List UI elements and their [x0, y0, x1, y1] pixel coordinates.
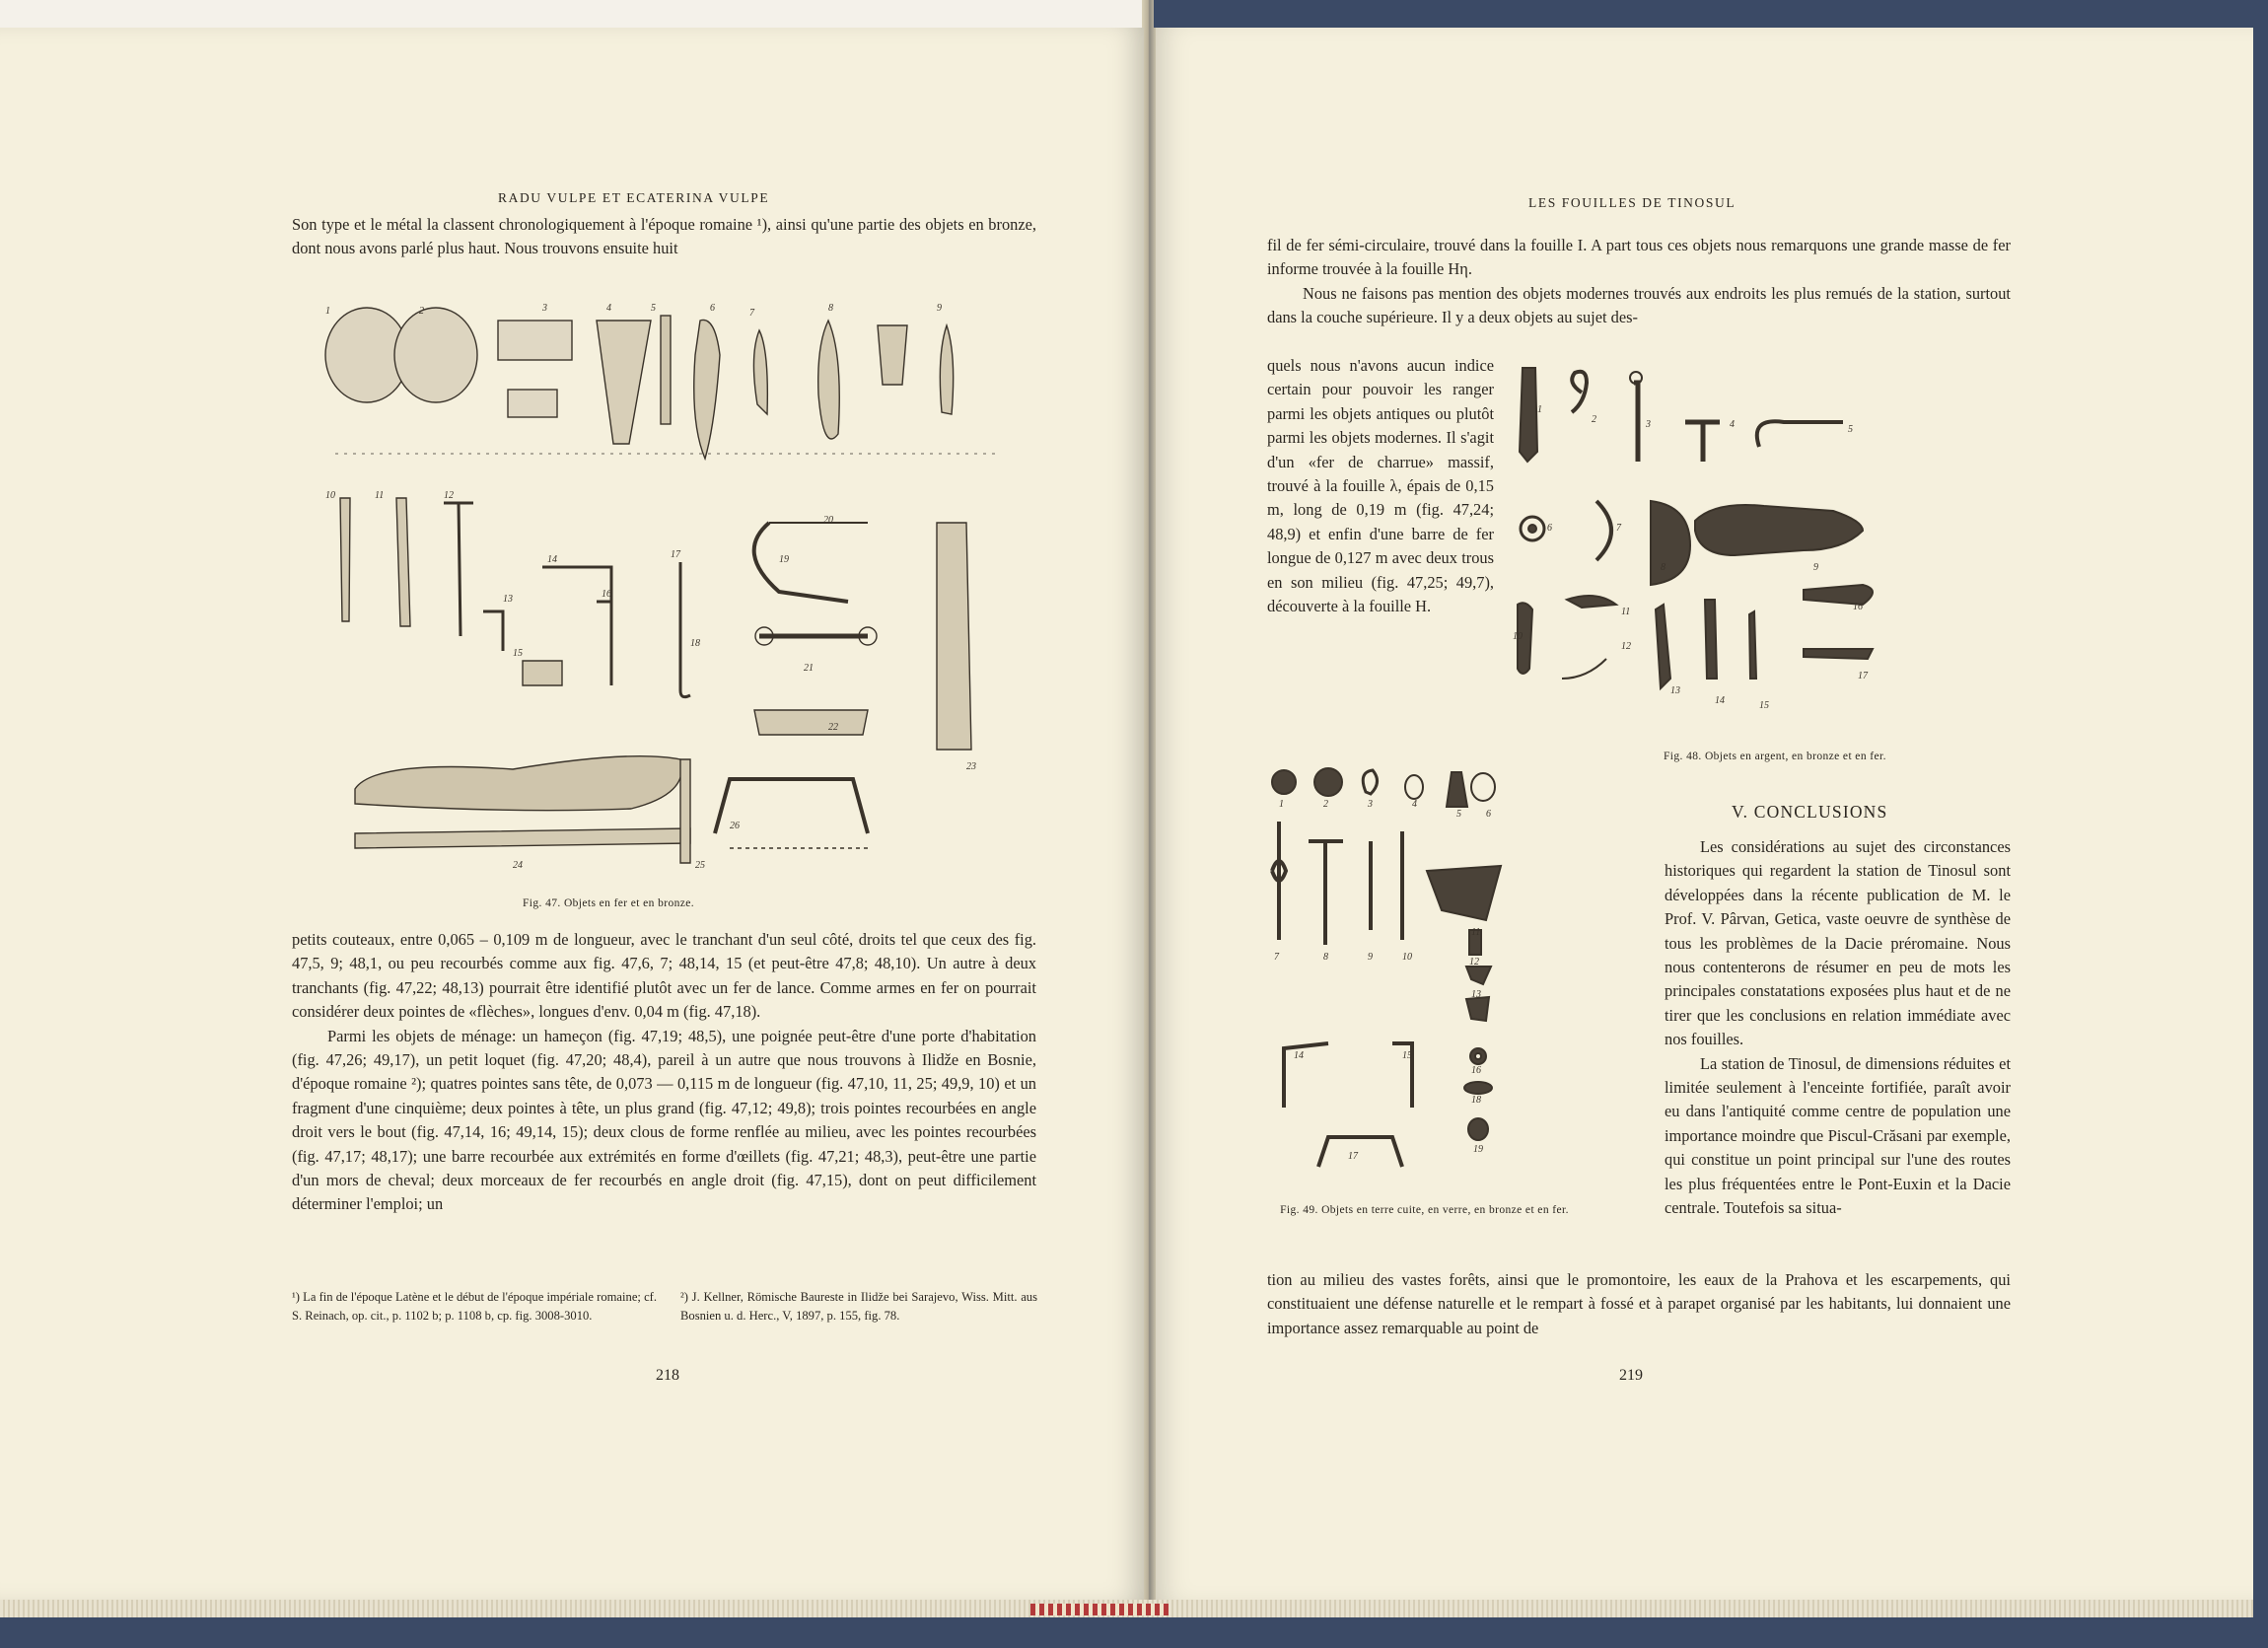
figure-49-number-label: 14	[1294, 1050, 1304, 1061]
figure-47-number-label: 19	[779, 554, 789, 565]
figure-47-number-label: 17	[671, 549, 680, 560]
figure-47-number-label: 1	[325, 306, 330, 317]
figure-49	[1264, 762, 1580, 1196]
figure-48-number-label: 8	[1661, 562, 1666, 573]
figure-47-number-label: 26	[730, 821, 740, 831]
figure-49-number-label: 4	[1412, 799, 1417, 810]
column-text	[1267, 354, 1494, 618]
figure-49-number-label: 12	[1469, 957, 1479, 967]
figure-48-caption: Fig. 48. Objets en argent, en bronze et en fer.	[1664, 751, 1886, 762]
figure-49-number-label: 18	[1471, 1095, 1481, 1106]
top-text	[292, 213, 1036, 261]
paragraph-bottom: tion au milieu des vastes forêts, ainsi que le promontoire, les eaux de la Prahova et les escarpements, qui constituaient une défense naturelle et le rempart à fossé et à parapet organisé par les habitants, lui donnaient une importance assez remarquable au point de	[1267, 1270, 2011, 1337]
paragraph-1: petits couteaux, entre 0,065 – 0,109 m de longueur, avec le tranchant d'un seul côté, droits tel que ceux des fig. 47,5, 9; 48,1, ou peu recourbés comme aux fig. 47,6, 7; 48,14, 15 (et peut-être 47,8; 48,10). Un autre à deux tranchants (fig. 47,22; 48,13) pourrait être identifié plutôt avec un fer de lance. Comme armes en fer on pourrait considérer deux pointes de «flèches», longues d'env. 0,04 m (fig. 47,18).	[292, 930, 1036, 1022]
figure-47-number-label: 5	[651, 303, 656, 314]
footnote-1: ¹) La fin de l'époque Latène et le début de l'époque impériale romaine; cf. S. Reinach, op. cit., p. 1102 b; p. 1108 b, cp. fig. 3008-3010.	[292, 1290, 657, 1323]
figure-47-number-label: 24	[513, 860, 523, 871]
figure-48-number-label: 4	[1730, 419, 1735, 430]
figure-49-number-label: 6	[1486, 809, 1491, 820]
page-number: 219	[1619, 1367, 1643, 1384]
figure-47-number-label: 15	[513, 648, 523, 659]
paragraph-2: Parmi les objets de ménage: un hameçon (fig. 47,19; 48,5), une poignée peut-être d'une porte d'habitation (fig. 47,26; 49,17), un petit loquet (fig. 47,20; 48,4), pareil à un autre que nous trouvons à Ilidže en Bosnie, d'époque romaine ²); quatres pointes sans tête, de 0,073 — 0,115 m de longueur (fig. 47,10, 11, 25; 49,9, 10) et un fragment d'une cinquième; deux pointes à tête, un plus grand (fig. 47,12; 49,8); trois pointes recourbées en angle droit vers le bout (fig. 47,14, 16; 49,14, 15); deux clous de forme renflée au milieu, avec les pointes recourbées (fig. 47,17; 48,17); une barre recourbée aux extrémités en forme d'œillets (fig. 47,21; 48,3), peut-être une partie d'un mors de cheval; deux morceaux de fer recourbés en angle droit (fig. 47,15), dont on peut difficilement déterminer l'emploi; un	[292, 1026, 1036, 1214]
figure-48-number-label: 2	[1592, 414, 1596, 425]
paragraph: Son type et le métal la classent chronologiquement à l'époque romaine ¹), ainsi qu'une partie des objets en bronze, dont nous avons parlé plus haut. Nous trouvons ensuite huit	[292, 215, 1036, 258]
figure-47-number-label: 6	[710, 303, 715, 314]
figure-48-number-label: 16	[1853, 602, 1863, 612]
figure-47-number-label: 8	[828, 303, 833, 314]
left-page	[0, 28, 1144, 1600]
figure-47	[316, 296, 1026, 878]
figure-49-number-label: 16	[1471, 1065, 1481, 1076]
figure-48-number-label: 15	[1759, 700, 1769, 711]
figure-48-number-label: 9	[1813, 562, 1818, 573]
figure-49-number-label: 3	[1368, 799, 1373, 810]
figure-48-number-label: 7	[1616, 523, 1621, 534]
figure-47-number-label: 23	[966, 761, 976, 772]
book-cover-bottom	[0, 1617, 2268, 1648]
conclusions-paragraph-1: Les considérations au sujet des circonstances historiques qui regardent la station de Tinosul sont développées dans la récente publication de M. le Prof. V. Pârvan, Getica, vaste oeuvre de synthèse de tous les problèmes de la Dacie préromaine. Nous nous contenterons de résumer en peu de mots les principales constatations exposées plus haut et de ne tirer que les conclusions en relation immédiate avec nos fouilles.	[1665, 837, 2011, 1049]
section-title: V. CONCLUSIONS	[1732, 802, 1888, 822]
figure-48-number-label: 6	[1547, 523, 1552, 534]
figure-48-number-label: 5	[1848, 424, 1853, 435]
figure-47-number-label: 12	[444, 490, 454, 501]
footnote-2: ²) J. Kellner, Römische Baureste in Ilidže bei Sarajevo, Wiss. Mitt. aus Bosnien u. d. Herc., V, 1897, p. 155, fig. 78.	[680, 1290, 1037, 1323]
figure-47-number-label: 20	[823, 515, 833, 526]
figure-47-number-label: 25	[695, 860, 705, 871]
figure-47-number-label: 13	[503, 594, 513, 605]
figure-47-number-label: 22	[828, 722, 838, 733]
figure-49-number-label: 17	[1348, 1151, 1358, 1162]
figure-49-number-label: 13	[1471, 989, 1481, 1000]
figure-47-number-label: 7	[749, 308, 754, 319]
figure-47-number-label: 2	[419, 306, 424, 317]
figure-47-number-label: 4	[606, 303, 611, 314]
paragraph-a: Nous ne faisons pas mention des objets modernes trouvés aux endroits les plus remués de la station, surtout dans la couche supérieure. Il y a deux objets au sujet des-	[1267, 283, 2011, 327]
figure-49-number-label: 7	[1274, 952, 1279, 963]
bottom-text	[1267, 1268, 2011, 1340]
page-number: 218	[656, 1367, 679, 1384]
book-cover-top	[1154, 0, 2268, 28]
figure-48-number-label: 17	[1858, 671, 1868, 681]
figure-48-number-label: 12	[1621, 641, 1631, 652]
figure-47-number-label: 14	[547, 554, 557, 565]
figure-47-number-label: 9	[937, 303, 942, 314]
figure-48	[1508, 353, 1981, 748]
figure-49-number-label: 11	[1471, 927, 1481, 938]
figure-47-number-label: 3	[542, 303, 547, 314]
figure-48-number-label: 13	[1670, 685, 1680, 696]
figure-48-number-label: 10	[1513, 631, 1523, 642]
figure-49-caption: Fig. 49. Objets en terre cuite, en verre, en bronze et en fer.	[1280, 1204, 1569, 1216]
book-cover-right	[2253, 0, 2268, 1648]
conclusions-paragraph-2: La station de Tinosul, de dimensions réduites et limitée seulement à l'enceinte fortifiée, paraît avoir eu dans l'antiquité comme centre de population une importance moindre que Piscul-Crăsani par exemple, qui constitue un point principal sur l'une des routes les plus fréquentées entre le Pont-Euxin et la Dacie centrale. Toutefois sa situa-	[1665, 1053, 2011, 1218]
figure-48-number-label: 14	[1715, 695, 1725, 706]
figure-49-number-label: 8	[1323, 952, 1328, 963]
figure-47-caption: Fig. 47. Objets en fer et en bronze.	[523, 897, 695, 909]
figure-49-number-label: 1	[1279, 799, 1284, 810]
running-head: LES FOUILLES DE TINOSUL	[1528, 195, 1736, 210]
figure-47-number-label: 18	[690, 638, 700, 649]
top-text	[1267, 234, 2011, 330]
figure-48-number-label: 1	[1537, 404, 1542, 415]
headband	[1030, 1604, 1169, 1615]
paragraph-top: fil de fer sémi-circulaire, trouvé dans la fouille I. A part tous ces objets nous remarquons une grande masse de fer informe trouvée à la fouille Hη.	[1267, 236, 2011, 279]
conclusions-column	[1665, 835, 2011, 1221]
figure-49-number-label: 19	[1473, 1144, 1483, 1155]
figure-47-number-label: 21	[804, 663, 814, 674]
figure-47-number-label: 16	[602, 589, 611, 600]
figure-49-number-label: 9	[1368, 952, 1373, 963]
figure-47-number-label: 11	[375, 490, 385, 501]
figure-49-number-label: 2	[1323, 799, 1328, 810]
right-page	[1156, 28, 2253, 1600]
body-text	[292, 928, 1036, 1217]
running-head: RADU VULPE ET ECATERINA VULPE	[498, 190, 770, 205]
figure-48-number-label: 11	[1621, 607, 1631, 617]
book-spine	[1142, 0, 1156, 1648]
figure-49-number-label: 15	[1402, 1050, 1412, 1061]
figure-48-number-label: 3	[1646, 419, 1651, 430]
figure-49-number-label: 10	[1402, 952, 1412, 963]
figure-49-number-label: 5	[1456, 809, 1461, 820]
paragraph-b: quels nous n'avons aucun indice certain pour pouvoir les ranger parmi les objets antiques ou plutôt parmi les objets modernes. Il s'agit d'un «fer de charrue» massif, trouvé à la fouille λ, épais de 0,15 m, long de 0,19 m (fig. 47,24; 48,9) et enfin d'une barre de fer longue de 0,127 m avec deux trous en son milieu (fig. 47,25; 49,7), découverte à la fouille H.	[1267, 356, 1494, 616]
figure-47-number-label: 10	[325, 490, 335, 501]
